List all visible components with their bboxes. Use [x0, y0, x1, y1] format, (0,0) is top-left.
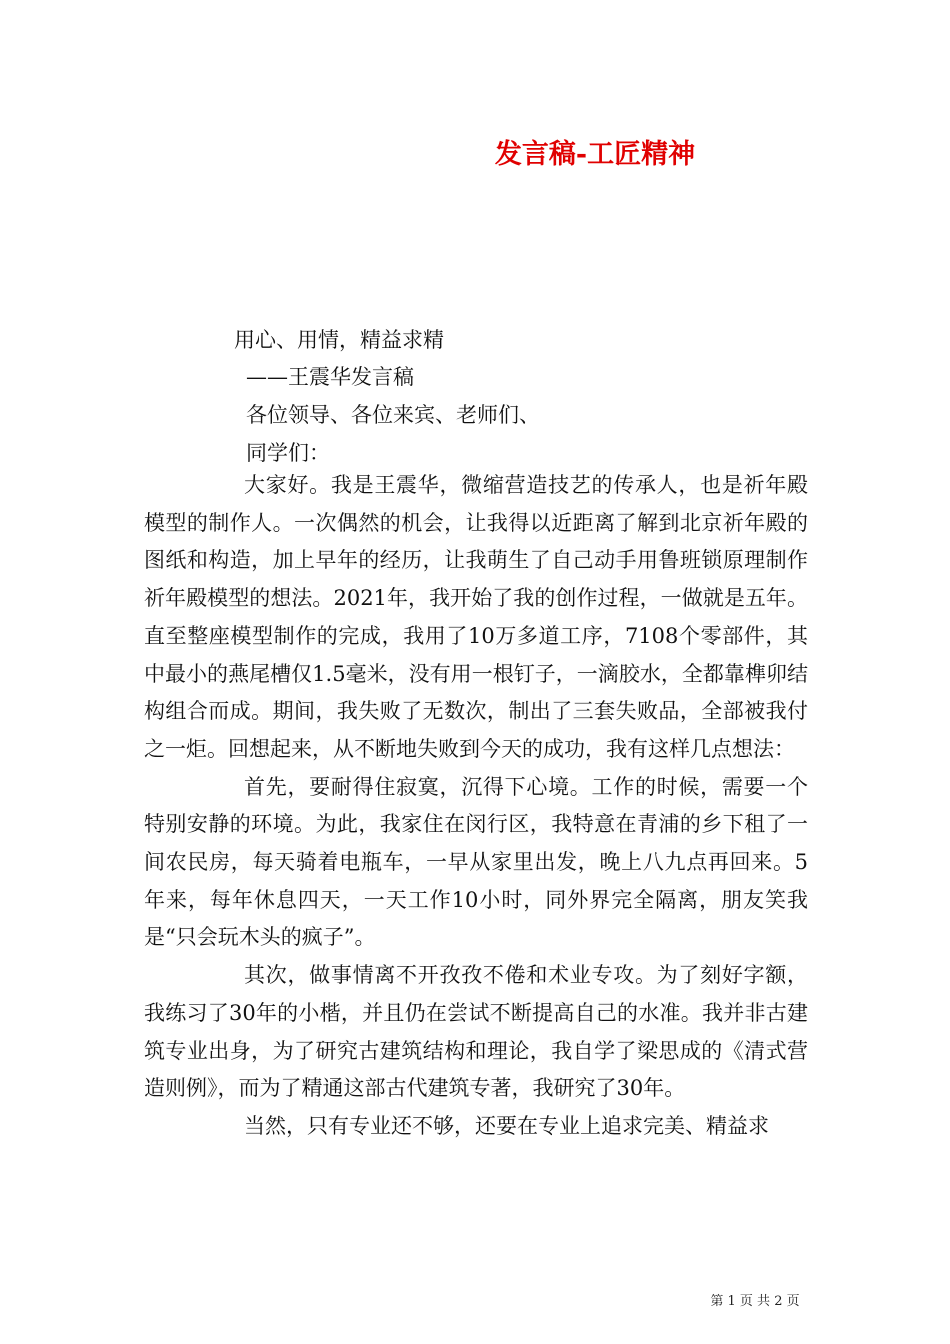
speech-byline: ——王震华发言稿 — [246, 365, 414, 389]
body-paragraph-2: 首先，要耐得住寂寞，沉得下心境。工作的时候，需要一个特别安静的环境。为此，我家住在闵行区，我特意在青浦的乡下租了一间农民房，每天骑着电瓶车，一早从家里出发，晚上八九点再回来。5年来，每年休息四天，一天工作10小时，同外界完全隔离，朋友笑我是“只会玩木头的疯子”。 — [144, 774, 808, 950]
salutation-line-1: 各位领导、各位来宾、老师们、 — [246, 403, 540, 427]
document-title: 发言稿-工匠精神 — [494, 139, 696, 170]
salutation-line-2: 同学们： — [246, 441, 330, 465]
speech-heading: 用心、用情，精益求精 — [234, 328, 444, 352]
speech-body — [144, 467, 808, 1146]
page-footer: 第 1 页 共 2 页 — [710, 1294, 800, 1309]
body-paragraph-3: 其次，做事情离不开孜孜不倦和术业专攻。为了刻好字额，我练习了30年的小楷，并且仍在尝试不断提高自己的水准。我并非古建筑专业出身，为了研究古建筑结构和理论，我自学了梁思成的《清式营造则例》，而为了精通这部古代建筑专著，我研究了30年。 — [144, 963, 808, 1101]
body-paragraph-4: 当然，只有专业还不够，还要在专业上追求完美、精益求 — [244, 1113, 769, 1138]
body-paragraph-1: 大家好。我是王震华，微缩营造技艺的传承人，也是祈年殿模型的制作人。一次偶然的机会，让我得以近距离了解到北京祈年殿的图纸和构造，加上早年的经历，让我萌生了自己动手用鲁班锁原理制作祈年殿模型的想法。2021年，我开始了我的创作过程，一做就是五年。直至整座模型制作的完成，我用了10万多道工序，7108个零部件，其中最小的燕尾槽仅1.5毫米，没有用一根钉子，一滴胶水，全都靠榫卯结构组合而成。期间，我失败了无数次，制出了三套失败品，全部被我付之一炬。回想起来，从不断地失败到今天的成功，我有这样几点想法： — [144, 473, 808, 761]
